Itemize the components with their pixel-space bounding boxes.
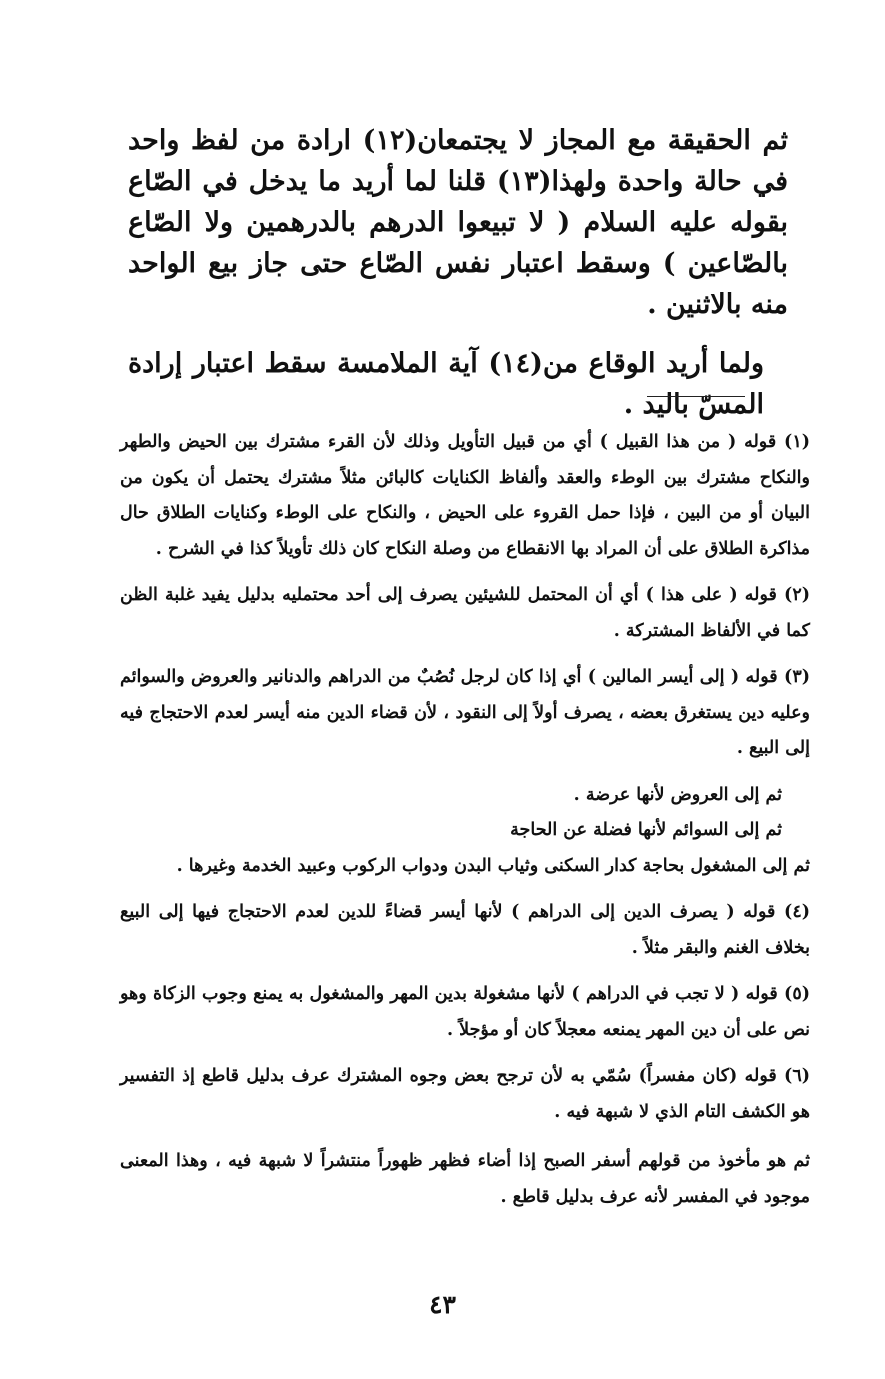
footnote-3-line-b: ثم إلى السوائم لأنها فضلة عن الحاجة — [510, 820, 782, 840]
footnote-3-line-c: ثم إلى المشغول بحاجة كدار السكنى وثياب البدن ودواب الركوب وعبيد الخدمة وغيرها . — [176, 855, 810, 876]
footnote-3-line-a: ثم إلى العروض لأنها عرضة . — [573, 784, 782, 805]
footnote-5: (٥) قوله ( لا تجب في الدراهم ) لأنها مشغولة بدين المهر والمشغول به يمنع وجوب الزكاة وهو نص على أن دين المهر يمنعه معجلاً كان أو مؤجلاً . — [120, 984, 810, 1040]
footnote-divider — [647, 396, 745, 397]
main-paragraph-1: ثم الحقيقة مع المجاز لا يجتمعان(١٢) ارادة من لفظ واحد في حالة واحدة ولهذا(١٣) قلنا لما أريد ما يدخل في الصّاع بقوله عليه السلام ( لا تبيعوا الدرهم بالدرهمين ولا الصّاع بالصّاعين ) وسقط اعتبار نفس الصّاع حتى جاز بيع الواحد منه بالاثنين . — [128, 125, 788, 320]
footnotes-block — [120, 425, 810, 1215]
page-number: ٤٣ — [429, 1290, 456, 1319]
footnote-3: (٣) قوله ( إلى أيسر المالين ) أي إذا كان لرجل نُصُبٌ من الدراهم والدنانير والعروض والسوائم وعليه دين يستغرق بعضه ، يصرف أولاً إلى النقود ، لأن قضاء الدين منه أيسر لعدم الاحتجاج فيه إلى البيع . — [120, 667, 810, 758]
main-paragraph-2: ولما أريد الوقاع من(١٤) آية الملامسة سقط اعتبار إرادة المسّ باليد . — [128, 348, 765, 420]
footnote-1: (١) قوله ( من هذا القبيل ) أي من قبيل التأويل وذلك لأن القرء مشترك بين الحيض والطهر والنكاح مشترك بين الوطء والعقد وألفاظ الكنايات كالبائن مثلاً مشترك يحتمل أن يكون من البيان أو من البين ، فإذا حمل القروء على الحيض ، والنكاح على الوطء وكنايات الطلاق حال مذاكرة الطلاق على أن المراد بها الانقطاع من وصلة النكاح كان ذلك تأويلاً كذا في الشرح . — [120, 432, 810, 559]
footnote-6-continuation: ثم هو مأخوذ من قولهم أسفر الصبح إذا أضاء فظهر ظهوراً منتشراً لا شبهة فيه ، وهذا المعنى موجود في المفسر لأنه عرف بدليل قاطع . — [120, 1151, 810, 1207]
footnote-2: (٢) قوله ( على هذا ) أي أن المحتمل للشيئين يصرف إلى أحد محتمليه بدليل يفيد غلبة الظن كما في الألفاظ المشتركة . — [120, 585, 810, 641]
footnote-6: (٦) قوله (كان مفسراً) سُمّي به لأن ترجح بعض وجوه المشترك عرف بدليل قاطع إذ التفسير هو الكشف التام الذي لا شبهة فيه . — [120, 1066, 810, 1122]
footnote-4: (٤) قوله ( يصرف الدين إلى الدراهم ) لأنها أيسر قضاءً للدين لعدم الاحتجاج فيها إلى البيع بخلاف الغنم والبقر مثلاً . — [120, 902, 810, 958]
main-text-block — [128, 120, 788, 425]
